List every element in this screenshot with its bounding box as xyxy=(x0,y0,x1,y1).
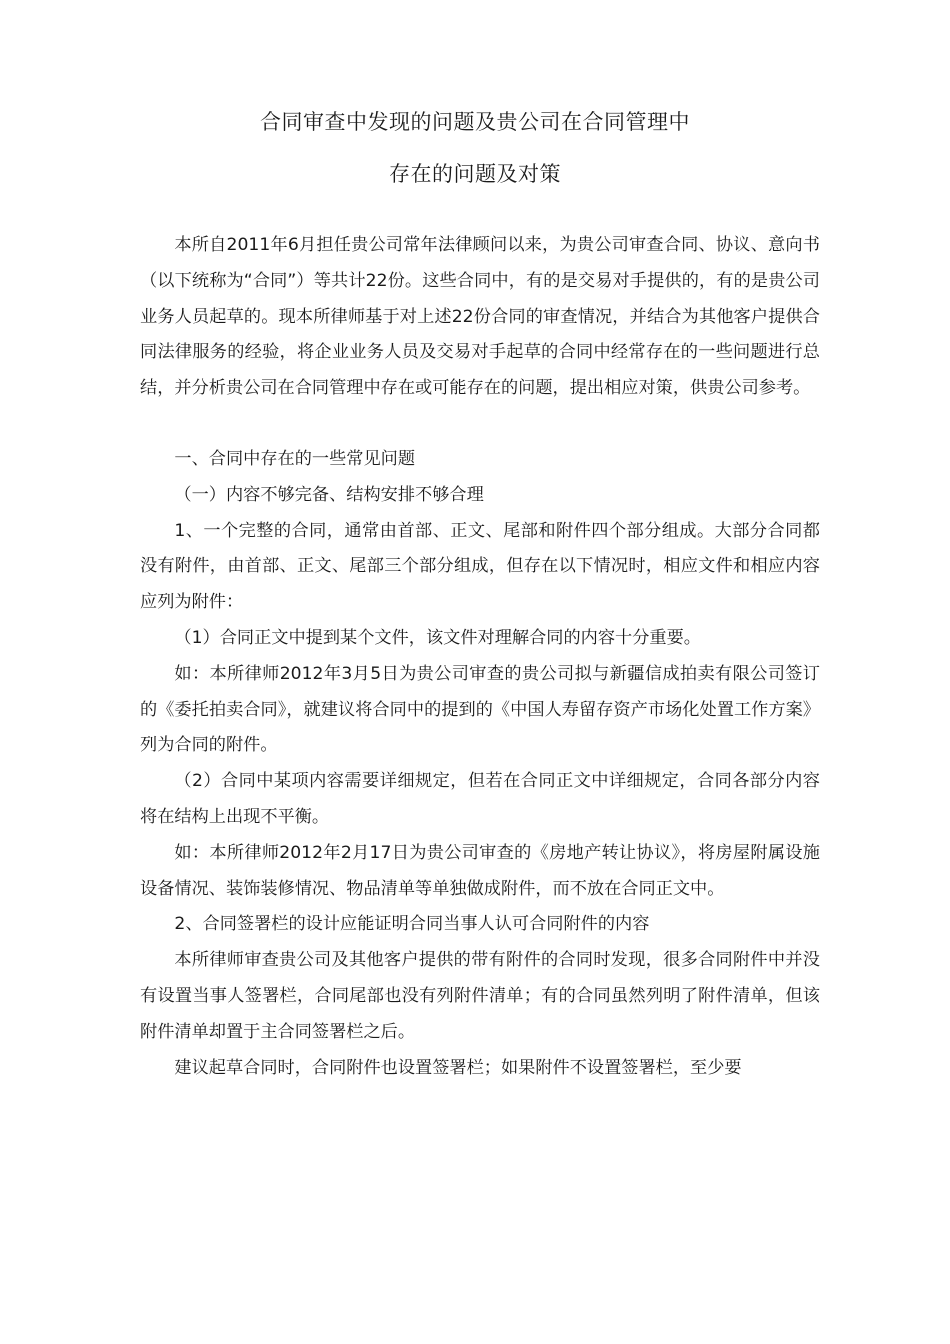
item-2-body: 本所律师审查贵公司及其他客户提供的带有附件的合同时发现，很多合同附件中并没有设置当事人签署栏，合同尾部也没有列附件清单；有的合同虽然列明了附件清单，但该附件清单却置于主合同签署栏之后。 xyxy=(140,950,820,1042)
item-2-advice: 建议起草合同时，合同附件也设置签署栏；如果附件不设置签署栏，至少要 xyxy=(174,1057,742,1078)
item-1-paragraph: 1、一个完整的合同，通常由首部、正文、尾部和附件四个部分组成。大部分合同都没有附件，由首部、正文、尾部三个部分组成，但存在以下情况时，相应文件和相应内容应列为附件： xyxy=(140,520,820,613)
document-title-line-2: 存在的问题及对策 xyxy=(389,162,561,186)
section-1-heading: 一、合同中存在的一些常见问题 xyxy=(174,448,416,469)
item-1-sub-1-example: 如：本所律师2012年3月5日为贵公司审查的贵公司拟与新疆信成拍卖有限公司签订的《委托拍卖合同》，就建议将合同中的提到的《中国人寿留存资产市场化处置工作方案》列为合同的附件。 xyxy=(140,663,820,756)
item-1-sub-2: （2）合同中某项内容需要详细规定，但若在合同正文中详细规定，合同各部分内容将在结构上出现不平衡。 xyxy=(140,771,820,827)
document-body xyxy=(140,228,820,1086)
document-title-line-1: 合同审查中发现的问题及贵公司在合同管理中 xyxy=(260,110,690,134)
item-1-sub-2-example: 如：本所律师2012年2月17日为贵公司审查的《房地产转让协议》，将房屋附属设施设备情况、装饰装修情况、物品清单等单独做成附件，而不放在合同正文中。 xyxy=(140,842,820,899)
item-2-heading: 2、合同签署栏的设计应能证明合同当事人认可合同附件的内容 xyxy=(174,914,650,935)
subsection-1-heading: （一）内容不够完备、结构安排不够合理 xyxy=(174,484,484,505)
intro-paragraph: 本所自2011年6月担任贵公司常年法律顾问以来，为贵公司审查合同、协议、意向书（以下统称为“合同”）等共计22份。这些合同中，有的是交易对手提供的，有的是贵公司业务人员起草的。现本所律师基于对上述22份合同的审查情况，并结合为其他客户提供合同法律服务的经验，将企业业务人员及交易对手起草的合同中经常存在的一些问题进行总结，并分析贵公司在合同管理中存在或可能存在的问题，提出相应对策，供贵公司参考。 xyxy=(140,235,820,399)
item-1-sub-1: （1）合同正文中提到某个文件，该文件对理解合同的内容十分重要。 xyxy=(174,627,701,648)
section-spacer xyxy=(140,407,820,442)
